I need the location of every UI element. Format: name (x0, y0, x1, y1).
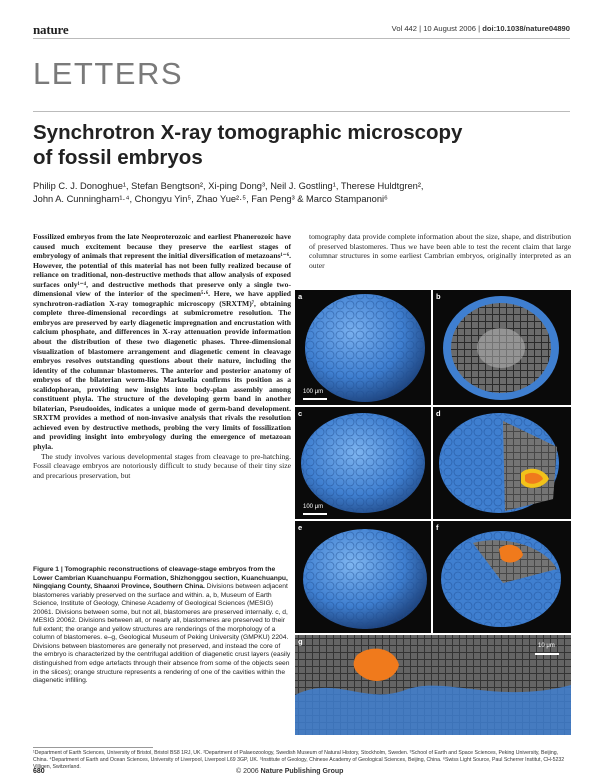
scale-bar-cd (303, 513, 327, 515)
panel-f (433, 521, 571, 633)
caption-heading: Figure 1 | Tomographic reconstructions of cleavage-stage embryos from the Lower Cambrian Kuanchuanpu Formation, Shizhonggou section, Kuanchuanpu, Ningqiang County, Shaanxi Province, Southern China. (33, 566, 288, 591)
panel-g (295, 635, 571, 735)
panel-e (295, 521, 431, 633)
panel-label-a: a (298, 292, 303, 301)
scale-bar-g (535, 653, 559, 655)
header-rule (33, 38, 570, 39)
panel-b (433, 290, 571, 405)
author-list (33, 180, 573, 206)
panel-label-e: e (298, 523, 303, 532)
copyright-prefix: © 2006 (236, 768, 261, 775)
embryo-render-c (295, 407, 431, 519)
panel-label-c: c (298, 409, 303, 418)
panel-label-d: d (436, 409, 441, 418)
embryo-cutaway-f (433, 521, 571, 633)
figure-caption (33, 566, 291, 686)
embryo-render-e (295, 521, 431, 633)
panel-a (295, 290, 431, 405)
panel-label-f: f (436, 523, 439, 532)
left-column (33, 232, 291, 480)
title-rule (33, 111, 570, 112)
scale-label-cd: 100 μm (303, 504, 324, 510)
abstract: Fossilized embryos from the late Neoproterozoic and earliest Phanerozoic have caused much excitement because they preserve the earliest stages of embryology of animals that represent the initial diversification of metazoans¹⁻⁶. However, the potential of this material has not been fully realized because of reliance on traditional, non-destructive methods that allow analysis of exposed surfaces only¹⁻⁴, and destructive methods that preserve only a single two-dimensional view of the interior of the specimen⁵·⁶. Here, we have applied synchrotron-radiation X-ray tomographic microscopy (SRXTM)⁷, obtaining complete three-dimensional recordings at submicrometre resolution. The embryos are preserved by early diagenetic impregnation and encrustation with calcium phosphate, and differences in X-ray attenuation provide information about the distribution of these two diagenetic phases. Three-dimensional visualization of blastomere arrangement and diagenetic cement in cleavage embryos resolves outstanding questions about their nature, including the identity of the columnar blastomeres. The anterior and posterior anatomy of embryos of the bilaterian worm-like Markuelia confirms its position as a scalidophoran, providing new insights into body-plan assembly among constituent phyla. The structure of the developing germ band in another bilaterian, Pseudooides, indicates a unique mode of germ-band development. SRXTM provides a method of non-invasive analysis that rivals the resolution achieved even by destructive methods, probing the very limits of fossilization and providing insight into embryology during the emergence of metazoan phyla. (33, 232, 291, 452)
caption-text: Divisions between adjacent blastomeres variably preserved on the surface and within. a, b, Museum of Earth Science, Institute of Geology, Chinese Academy of Geological Sciences (MESIG) 20061. Divisions between some, but not all, blastomeres are preserved internally. c, d, MESIG 20062. Divisions between all, or nearly all, blastomeres are preserved to their full extent; the orange and yellow structures are renderings of the morphology of a column of blastomeres. e–g, Geological Museum of Peking University (GMPKU) 2204. Divisions between blastomeres are generally not preserved, and instead the core of the embryo is characterized by the centrifugal addition of diagenetic crust layers (easily distinguished from edge artefacts through their absence from some of the objects seen in the slices); orange structure represents a rendering of one of the cavities within the diagenetic infilling. (33, 583, 291, 685)
publisher: Nature Publishing Group (260, 768, 344, 775)
scale-label-g: 10 μm (538, 643, 555, 649)
citation-prefix: Vol 442 | 10 August 2006 | (391, 24, 483, 33)
right-column (309, 232, 571, 270)
embryo-render-a (295, 290, 431, 405)
figure-1 (295, 290, 571, 735)
body-text-left: The study involves various developmental stages from cleavage to pre-hatching. Fossil cleavage embryos are notoriously difficult to study because of their tiny size and precarious preservation, but (33, 451, 291, 480)
scale-bar-ab (303, 398, 327, 400)
article-title (33, 120, 553, 170)
copyright (236, 768, 343, 775)
affiliations: ¹Department of Earth Sciences, University of Bristol, Bristol BS8 1RJ, UK. ²Department of Palaeozoology, Swedish Museum of Natural History, Stockholm, Sweden. ³School of Earth and Space Sciences, Peking University, Beijing, China. ⁴Department of Earth and Ocean Sciences, University of Liverpool, Liverpool L69 3GP, UK. ⁵Institute of Geology, Chinese Academy of Geological Sciences, Beijing, China. ⁶Swiss Light Source, Paul Scherrer Institut, CH-5232 Villigen, Switzerland. (33, 750, 565, 770)
authors-line-1: Philip C. J. Donoghue¹, Stefan Bengtson², Xi-ping Dong³, Neil J. Gostling¹, Therese Huldtgren², (33, 181, 424, 191)
title-line-2: of fossil embryos (33, 146, 203, 169)
panel-label-g: g (298, 637, 303, 646)
panel-label-b: b (436, 292, 441, 301)
embryo-cutaway-d (433, 407, 571, 519)
scale-label-ab: 100 μm (303, 389, 324, 395)
journal-logo: nature (33, 22, 69, 37)
page-number: 680 (33, 768, 45, 775)
panel-d (433, 407, 571, 519)
title-line-1: Synchrotron X-ray tomographic microscopy (33, 121, 463, 144)
citation-header (392, 24, 570, 33)
embryo-section-g (295, 635, 571, 735)
authors-line-2: John A. Cunningham¹·⁴, Chongyu Yin⁵, Zhao Yue²·⁵, Fan Peng³ & Marco Stampanoni⁶ (33, 194, 388, 204)
footnote-rule (33, 747, 153, 748)
body-text-right: tomography data provide complete information about the size, shape, and distribution of preserved blastomeres. Thus we have been able to test the recent claim that large columnar structures in some earliest Cambrian embryos, originally interpreted as an outer (309, 232, 571, 270)
section-heading: LETTERS (33, 56, 184, 91)
panel-c (295, 407, 431, 519)
embryo-slice-b (433, 290, 571, 405)
doi[interactable]: doi:10.1038/nature04890 (482, 24, 570, 33)
